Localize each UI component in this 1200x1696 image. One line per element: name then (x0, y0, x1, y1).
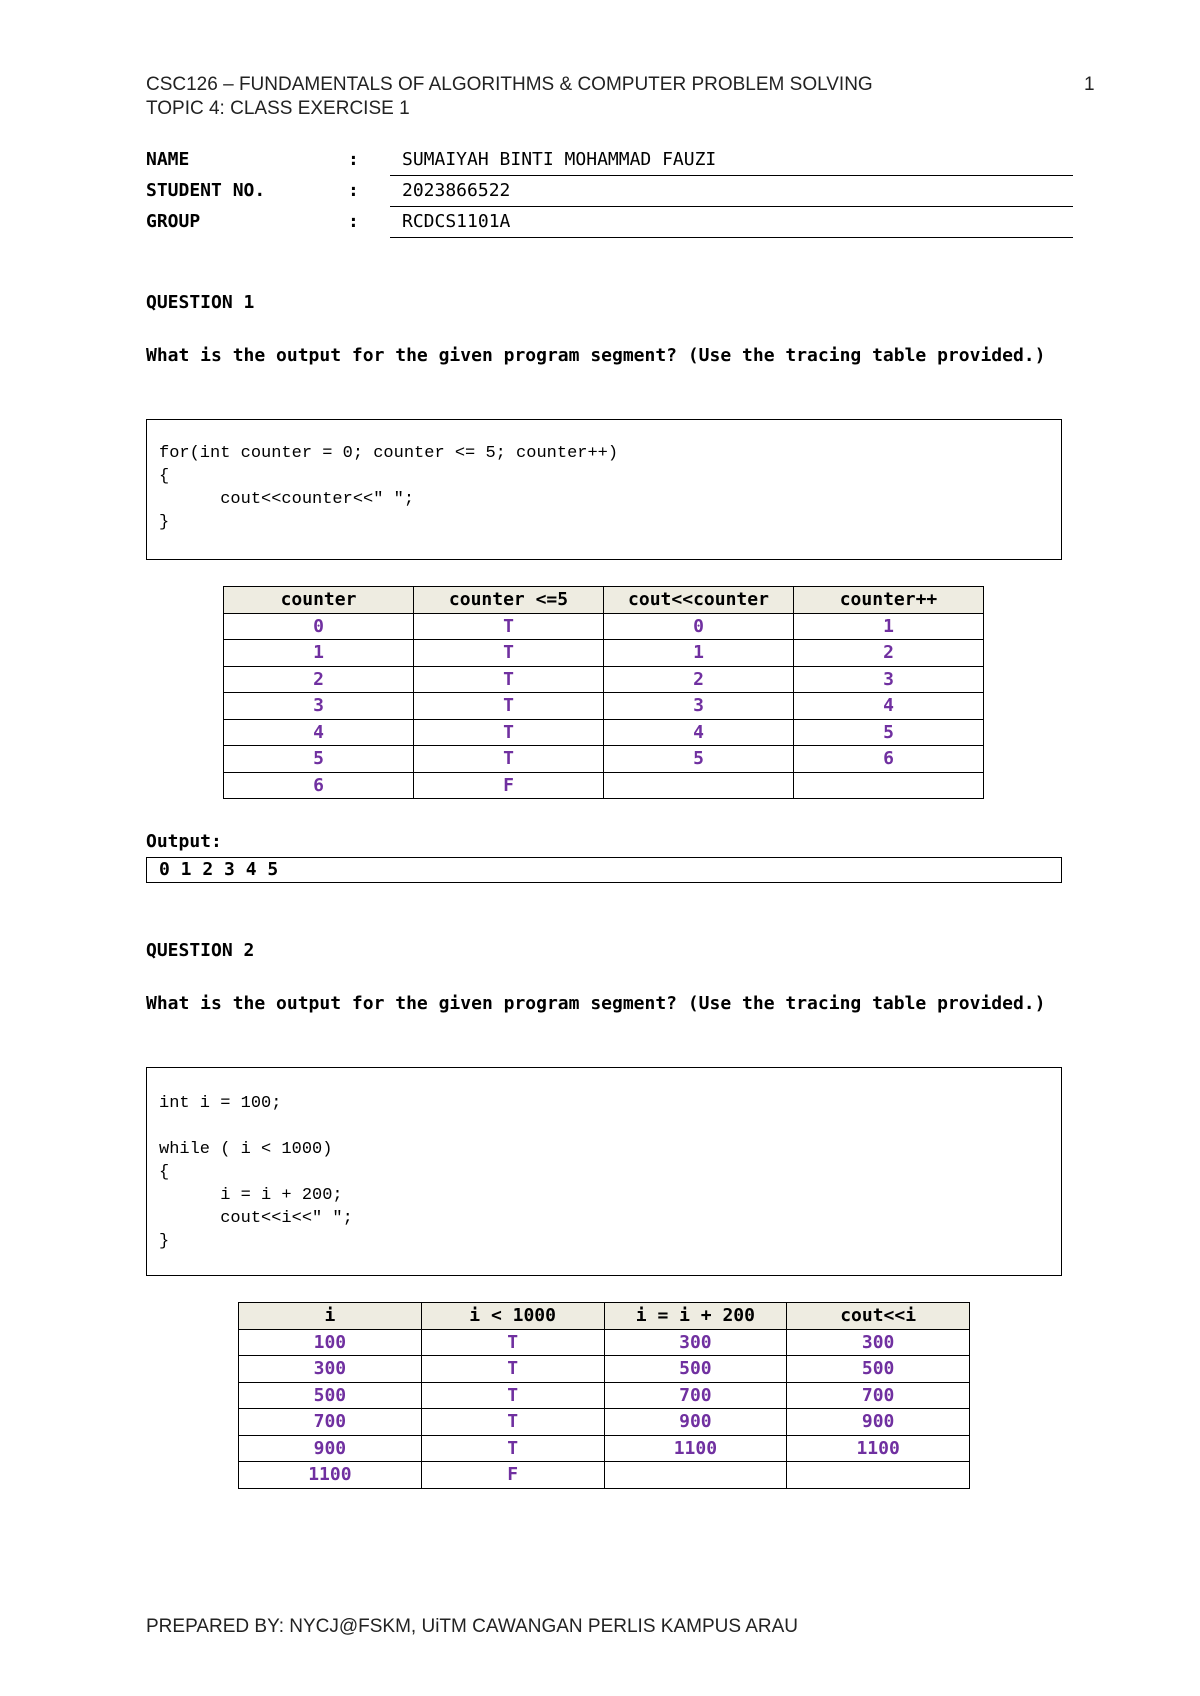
table-header-cell: cout<<i (787, 1303, 970, 1330)
table-cell: 900 (239, 1435, 422, 1462)
table-row (239, 1462, 970, 1489)
page-number: 1 (1084, 74, 1095, 95)
table-cell: 1 (604, 640, 794, 667)
footer-prepared-by: PREPARED BY: NYCJ@FSKM, UiTM CAWANGAN PERLIS KAMPUS ARAU (146, 1616, 799, 1637)
table-row (239, 1356, 970, 1383)
table-cell: 100 (239, 1329, 422, 1356)
table-row (224, 772, 984, 799)
table-cell: 1100 (787, 1435, 970, 1462)
table-row (239, 1409, 970, 1436)
table-cell: 700 (787, 1382, 970, 1409)
table-cell: F (414, 772, 604, 799)
table-cell: 300 (604, 1329, 787, 1356)
table-cell: 900 (604, 1409, 787, 1436)
table-cell: 4 (604, 719, 794, 746)
table-cell: 500 (604, 1356, 787, 1383)
table-cell: 5 (224, 746, 414, 773)
table-header-row (224, 587, 984, 614)
table-header-cell: i < 1000 (421, 1303, 604, 1330)
table-cell (794, 772, 984, 799)
table-cell: 500 (239, 1382, 422, 1409)
table-cell: 3 (794, 666, 984, 693)
table-cell: 700 (239, 1409, 422, 1436)
table-row (239, 1435, 970, 1462)
table-cell: 1 (794, 613, 984, 640)
question-2-code: int i = 100; while ( i < 1000) { i = i + 200; cout<<i<<" "; } (159, 1094, 353, 1251)
table-header-cell: counter (224, 587, 414, 614)
question-2-prompt: What is the output for the given program segment? (Use the tracing table provided.) (146, 993, 1046, 1014)
table-cell: T (414, 613, 604, 640)
table-cell (787, 1462, 970, 1489)
table-row (224, 746, 984, 773)
name-value: SUMAIYAH BINTI MOHAMMAD FAUZI (402, 149, 717, 170)
table-row (224, 666, 984, 693)
table-header-cell: counter <=5 (414, 587, 604, 614)
studentno-label: STUDENT NO. (146, 180, 266, 201)
table-cell: 500 (787, 1356, 970, 1383)
question-1-prompt: What is the output for the given program segment? (Use the tracing table provided.) (146, 345, 1046, 366)
table-cell: T (421, 1382, 604, 1409)
output-label: Output: (146, 831, 222, 852)
question-2-title: QUESTION 2 (146, 940, 255, 961)
studentno-colon: : (348, 180, 359, 201)
table-cell: 5 (794, 719, 984, 746)
table-cell: 300 (239, 1356, 422, 1383)
table-cell: 4 (794, 693, 984, 720)
question-1-code: for(int counter = 0; counter <= 5; counter++) { cout<<counter<<" "; } (159, 444, 619, 532)
name-underline (390, 175, 1073, 176)
table-header-cell: i = i + 200 (604, 1303, 787, 1330)
table-cell: 0 (604, 613, 794, 640)
table-cell (604, 772, 794, 799)
studentno-value: 2023866522 (402, 180, 511, 201)
question-2-trace-table (238, 1302, 970, 1489)
output-value-box: 0 1 2 3 4 5 (146, 857, 1062, 883)
table-header-cell: cout<<counter (604, 587, 794, 614)
table-cell: 2 (604, 666, 794, 693)
table-cell: T (421, 1435, 604, 1462)
table-cell: 3 (224, 693, 414, 720)
question-2-code-box (146, 1067, 1062, 1276)
table-cell (604, 1462, 787, 1489)
question-1-title: QUESTION 1 (146, 292, 255, 313)
question-1-trace-table (223, 586, 984, 799)
table-row (224, 640, 984, 667)
course-title: CSC126 – FUNDAMENTALS OF ALGORITHMS & COMPUTER PROBLEM SOLVING (146, 74, 873, 95)
table-cell: F (421, 1462, 604, 1489)
group-colon: : (348, 211, 359, 232)
table-cell: 6 (224, 772, 414, 799)
table-header-cell: i (239, 1303, 422, 1330)
question-1-code-box (146, 419, 1062, 560)
group-label: GROUP (146, 211, 201, 232)
table-cell: 1100 (604, 1435, 787, 1462)
table-row (224, 613, 984, 640)
studentno-underline (390, 206, 1073, 207)
table-cell: T (414, 640, 604, 667)
table-row (224, 719, 984, 746)
topic-title: TOPIC 4: CLASS EXERCISE 1 (146, 98, 410, 119)
table-cell: 2 (794, 640, 984, 667)
name-label: NAME (146, 149, 190, 170)
table-cell: T (414, 666, 604, 693)
table-cell: T (414, 693, 604, 720)
table-cell: T (421, 1356, 604, 1383)
table-cell: 300 (787, 1329, 970, 1356)
table-cell: 1 (224, 640, 414, 667)
table-cell: 900 (787, 1409, 970, 1436)
table-row (224, 693, 984, 720)
table-cell: T (414, 719, 604, 746)
table-row (239, 1329, 970, 1356)
group-underline (390, 237, 1073, 238)
table-cell: T (414, 746, 604, 773)
name-colon: : (348, 149, 359, 170)
table-cell: 6 (794, 746, 984, 773)
table-cell: T (421, 1329, 604, 1356)
table-header-cell: counter++ (794, 587, 984, 614)
table-cell: 3 (604, 693, 794, 720)
table-cell: T (421, 1409, 604, 1436)
table-cell: 0 (224, 613, 414, 640)
table-cell: 4 (224, 719, 414, 746)
table-cell: 700 (604, 1382, 787, 1409)
table-cell: 5 (604, 746, 794, 773)
table-row (239, 1382, 970, 1409)
table-header-row (239, 1303, 970, 1330)
group-value: RCDCS1101A (402, 211, 511, 232)
table-cell: 1100 (239, 1462, 422, 1489)
table-cell: 2 (224, 666, 414, 693)
